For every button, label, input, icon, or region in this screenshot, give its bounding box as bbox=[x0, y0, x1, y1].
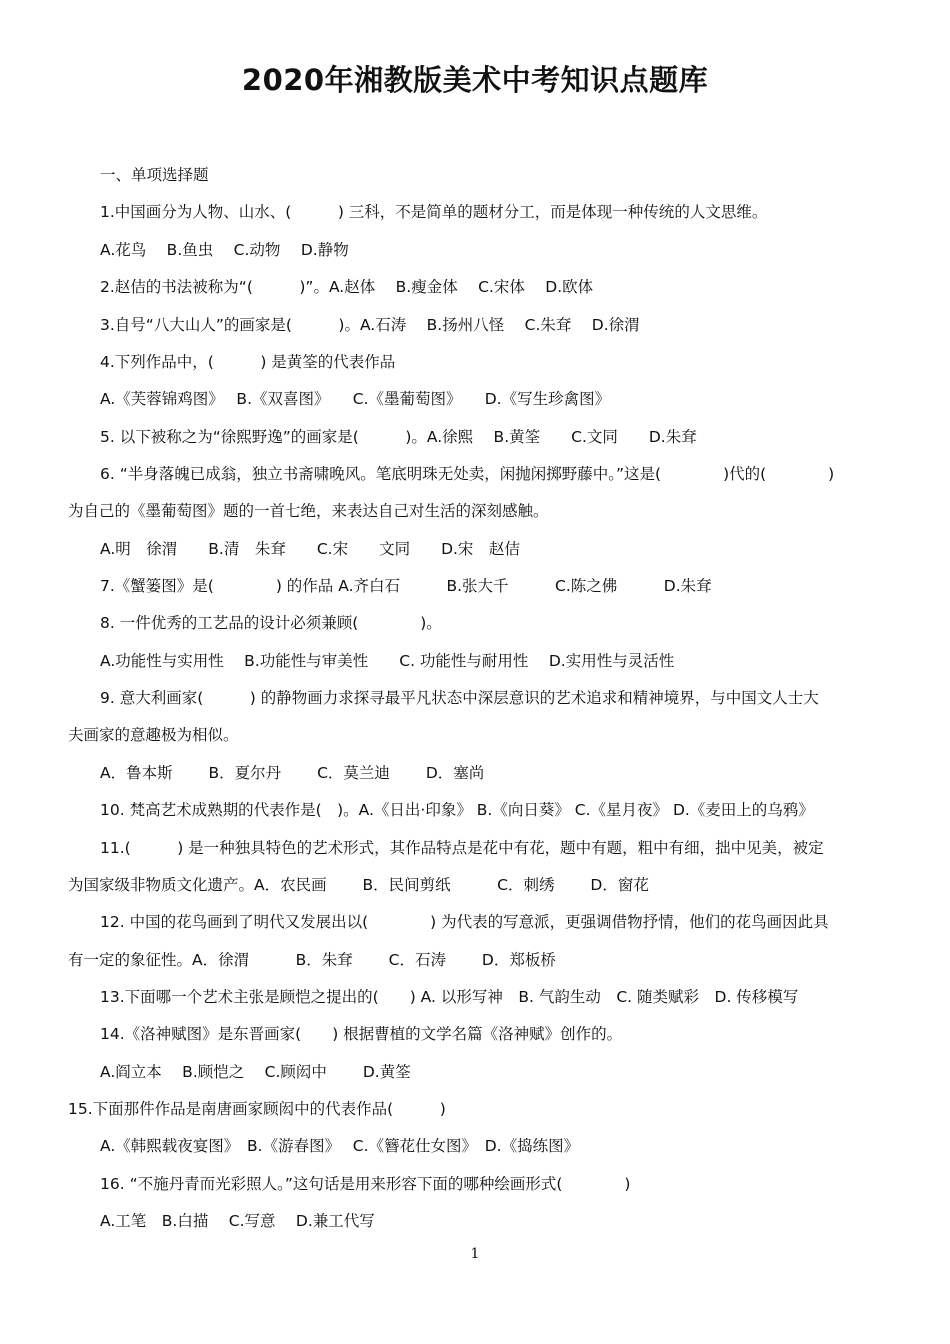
options-line: A.《芙蓉锦鸡图》 B.《双喜图》 C.《墨葡萄图》 D.《写生珍禽图》 bbox=[100, 390, 611, 408]
options-line: A.明 徐渭 B.清 朱耷 C.宋 文同 D.宋 赵佶 bbox=[100, 540, 520, 558]
question-line-continued: 为国家级非物质文化遗产。A．农民画 B．民间剪纸 C．刺绣 D．窗花 bbox=[68, 876, 649, 894]
question-line: 3.自号“八大山人”的画家是( )。A.石涛 B.扬州八怪 C.朱耷 D.徐渭 bbox=[100, 316, 640, 334]
question-line-continued: 有一定的象征性。A．徐渭 B．朱耷 C．石涛 D．郑板桥 bbox=[68, 951, 556, 969]
question-line: 6. “半身落魄已成翁，独立书斋啸晚风。笔底明珠无处卖，闲抛闲掷野藤中。”这是( )代的( ) bbox=[100, 465, 835, 483]
page-number: 1 bbox=[470, 1246, 480, 1262]
question-line: 12. 中国的花鸟画到了明代又发展出以( ) 为代表的写意派，更强调借物抒情，他们的花鸟画因此具 bbox=[100, 913, 829, 931]
options-line: A.花鸟 B.鱼虫 C.动物 D.静物 bbox=[100, 241, 349, 259]
question-line: 4.下列作品中，( ) 是黄筌的代表作品 bbox=[100, 353, 396, 371]
options-line: A.《韩熙载夜宴图》 B.《游春图》 C.《簪花仕女图》 D.《捣练图》 bbox=[100, 1137, 580, 1155]
options-line: A.阎立本 B.顾恺之 C.顾闳中 D.黄筌 bbox=[100, 1063, 411, 1081]
page-title: 2020年湘教版美术中考知识点题库 bbox=[241, 63, 709, 97]
question-line: 14.《洛神赋图》是东晋画家( ) 根据曹植的文学名篇《洛神赋》创作的。 bbox=[100, 1025, 623, 1043]
options-line: A．鲁本斯 B．夏尔丹 C．莫兰迪 D．塞尚 bbox=[100, 764, 485, 782]
options-line: A.工笔 B.白描 C.写意 D.兼工代写 bbox=[100, 1212, 375, 1230]
question-line: 15.下面那件作品是南唐画家顾闳中的代表作品( ) bbox=[68, 1100, 446, 1118]
question-line: 8. 一件优秀的工艺品的设计必须兼顾( )。 bbox=[100, 614, 442, 632]
question-line: 10. 梵高艺术成熟期的代表作是( )。A.《日出·印象》 B.《向日葵》 C.《星月夜》 D.《麦田上的乌鸦》 bbox=[100, 801, 814, 819]
question-line: 5. 以下被称之为“徐熙野逸”的画家是( )。A.徐熙 B.黄筌 C.文同 D.朱耷 bbox=[100, 428, 697, 446]
question-line-continued: 夫画家的意趣极为相似。 bbox=[68, 726, 239, 744]
question-line: 9. 意大利画家( ) 的静物画力求探寻最平凡状态中深层意识的艺术追求和精神境界，与中国文人士大 bbox=[100, 689, 819, 707]
question-line: 16. “不施丹青而光彩照人。”这句话是用来形容下面的哪种绘画形式( ) bbox=[100, 1175, 631, 1193]
options-line: A.功能性与实用性 B.功能性与审美性 C. 功能性与耐用性 D.实用性与灵活性 bbox=[100, 652, 675, 670]
question-line: 11.( ) 是一种独具特色的艺术形式，其作品特点是花中有花，题中有题，粗中有细，拙中见美，被定 bbox=[100, 839, 824, 857]
question-line-continued: 为自己的《墨葡萄图》题的一首七绝，来表达自己对生活的深刻感触。 bbox=[68, 502, 549, 520]
section-heading: 一、单项选择题 bbox=[100, 166, 209, 184]
question-line: 2.赵佶的书法被称为“( )”。A.赵体 B.瘦金体 C.宋体 D.欧体 bbox=[100, 278, 594, 296]
question-line: 1.中国画分为人物、山水、( ) 三科，不是简单的题材分工，而是体现一种传统的人文思维。 bbox=[100, 203, 768, 221]
question-line: 13.下面哪一个艺术主张是顾恺之提出的( ) A. 以形写神 B. 气韵生动 C. 随类赋彩 D. 传移模写 bbox=[100, 988, 799, 1006]
question-line: 7.《蟹篓图》是( ) 的作品 A.齐白石 B.张大千 C.陈之佛 D.朱耷 bbox=[100, 577, 712, 595]
